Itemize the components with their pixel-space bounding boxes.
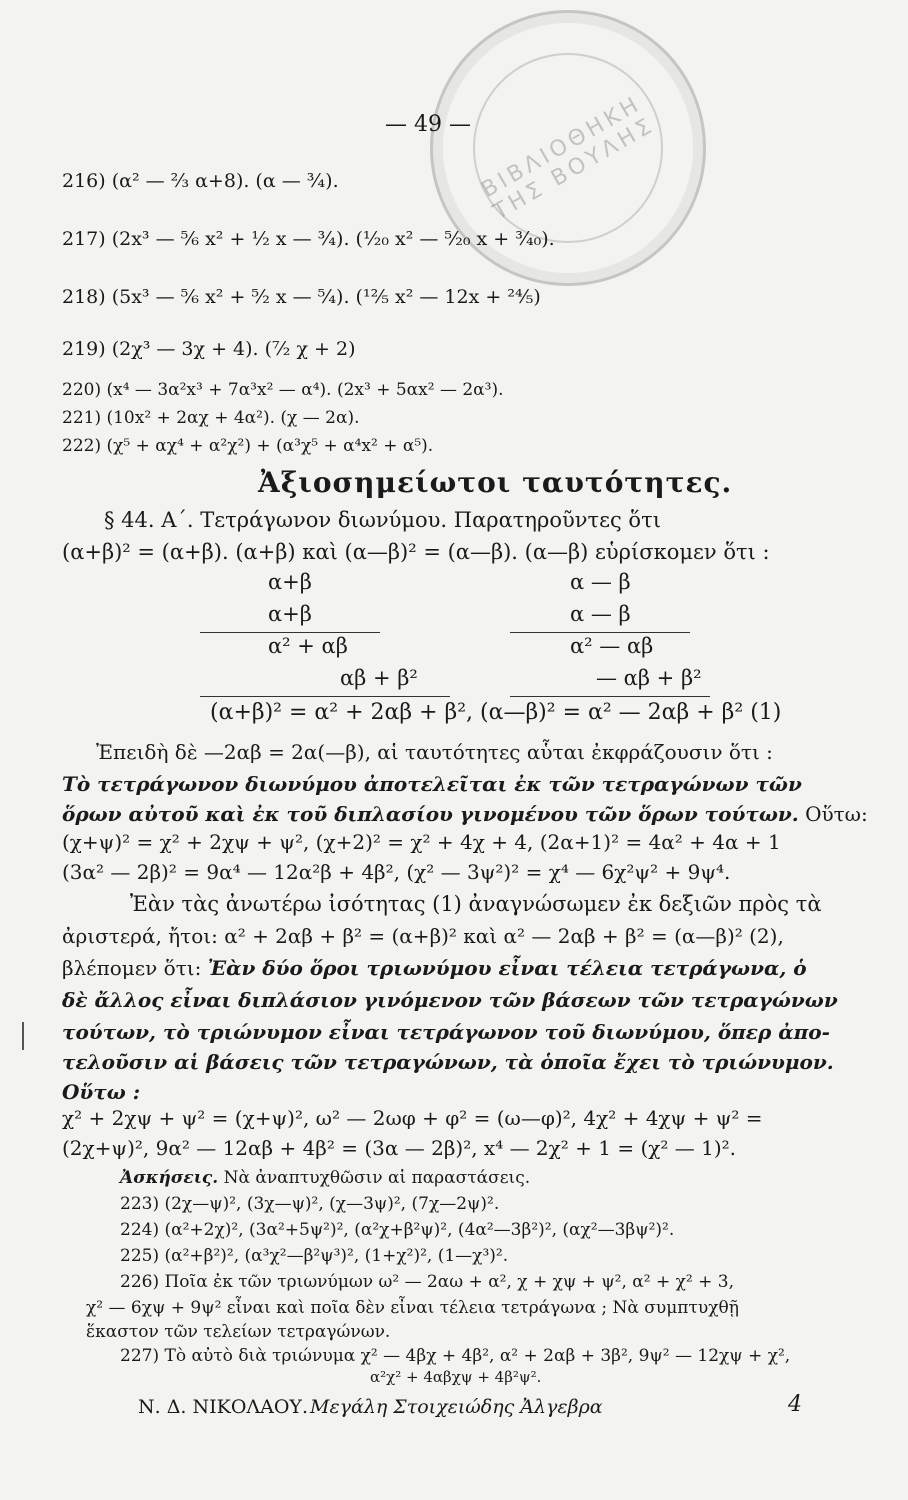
examples-1-line-1: (χ+ψ)² = χ² + 2χψ + ψ², (χ+2)² = χ² + 4χ + 4, (2α+1)² = 4α² + 4α + 1 bbox=[62, 830, 781, 854]
paragraph-2-line-3 bbox=[62, 956, 807, 980]
right-calc-line-3: α² — αβ bbox=[570, 634, 654, 658]
section-heading: Ἀξιοσημείωτοι ταυτότητες. bbox=[258, 466, 733, 499]
rule-2-text-1: Ἐὰν δύο ὅροι τριωνύμου εἶναι τέλεια τετράγωνα, ὁ bbox=[207, 956, 807, 980]
right-calc-rule-1 bbox=[510, 632, 690, 633]
left-calc-line-1: α+β bbox=[268, 570, 312, 594]
exercise-226-line-1: 226) Ποῖα ἐκ τῶν τριωνύμων ω² — 2αω + α², χ + χψ + ψ², α² + χ² + 3, bbox=[120, 1272, 735, 1292]
exercise-224: 224) (α²+2χ)², (3α²+5ψ²)², (α²χ+β²ψ)², (4α²—3β²)², (αχ²—3βψ²)². bbox=[120, 1220, 675, 1240]
left-calc-line-3: α² + αβ bbox=[268, 634, 348, 658]
exercises-header bbox=[120, 1168, 530, 1188]
outo-label-1: Οὕτω: bbox=[805, 802, 868, 826]
exercise-220: 220) (x⁴ — 3α²x³ + 7α³x² — α⁴). (2x³ + 5αx² — 2α³). bbox=[62, 380, 504, 400]
rule-text-2: ὅρων αὐτοῦ καὶ ἐκ τοῦ διπλασίου γινομένου τῶν ὅρων τούτων. bbox=[62, 802, 799, 826]
right-calc-line-4: — αβ + β² bbox=[596, 666, 702, 690]
rule-text-1: Τὸ τετράγωνον διωνύμου ἀποτελεῖται ἐκ τῶν τετραγώνων τῶν bbox=[62, 772, 802, 796]
left-calc-rule-1 bbox=[200, 632, 380, 633]
examples-2-line-2: (2χ+ψ)², 9α² — 12αβ + 4β² = (3α — 2β)², x⁴ — 2χ² + 1 = (χ² — 1)². bbox=[62, 1136, 737, 1160]
outo-label-2: Οὕτω : bbox=[62, 1080, 141, 1104]
section-line-1: § 44. Α΄. Τετράγωνον διωνύμου. Παρατηροῦντες ὅτι bbox=[104, 508, 661, 532]
footer-sheet-number: 4 bbox=[788, 1392, 802, 1417]
paragraph-2-line-1: Ἐὰν τὰς ἀνωτέρω ἰσότητας (1) ἀναγνώσωμεν ἐκ δεξιῶν πρὸς τὰ bbox=[130, 892, 822, 916]
footer-book-title: Μεγάλη Στοιχειώδης Ἀλγεβρα bbox=[310, 1396, 603, 1418]
exercise-216: 216) (α² — ²⁄₃ α+8). (α — ³⁄₄). bbox=[62, 170, 339, 192]
right-calc-line-1: α — β bbox=[570, 570, 631, 594]
right-calc-line-2: α — β bbox=[570, 602, 631, 626]
exercise-222: 222) (χ⁵ + αχ⁴ + α²χ²) + (α³χ⁵ + α⁴x² + α⁵). bbox=[62, 436, 434, 456]
exercise-218: 218) (5x³ — ⁵⁄₆ x² + ⁵⁄₂ x — ⁵⁄₄). (¹²⁄₅ x² — 12x + ²⁴⁄₅) bbox=[62, 286, 541, 308]
left-calc-line-2: α+β bbox=[268, 602, 312, 626]
exercise-226-line-2: χ² — 6χψ + 9ψ² εἶναι καὶ ποῖα δὲν εἶναι τέλεια τετράγωνα ; Νὰ συμπτυχθῇ bbox=[86, 1298, 739, 1318]
page-number: — 49 — bbox=[385, 112, 471, 137]
identity-result: (α+β)² = α² + 2αβ + β², (α—β)² = α² — 2αβ + β² (1) bbox=[210, 700, 782, 725]
exercise-227-line-1: 227) Τὸ αὐτὸ διὰ τριώνυμα χ² — 4βχ + 4β², α² + 2αβ + 3β², 9ψ² — 12χψ + χ², bbox=[120, 1346, 791, 1366]
exercise-225: 225) (α²+β²)², (α³χ²—β²ψ³)², (1+χ²)², (1—χ³)². bbox=[120, 1246, 509, 1266]
paragraph-2-lead: βλέπομεν ὅτι: bbox=[62, 956, 202, 980]
left-calc-rule-2 bbox=[200, 696, 450, 697]
exercises-intro: Νὰ ἀναπτυχθῶσιν αἱ παραστάσεις. bbox=[223, 1168, 531, 1188]
examples-1-line-2: (3α² — 2β)² = 9α⁴ — 12α²β + 4β², (χ² — 3ψ²)² = χ⁴ — 6χ²ψ² + 9ψ⁴. bbox=[62, 860, 731, 884]
rule-2-text-2: δὲ ἄλλος εἶναι διπλάσιον γινόμενον τῶν βάσεων τῶν τετραγώνων bbox=[62, 988, 838, 1012]
rule-text-2-wrap bbox=[62, 802, 868, 826]
exercise-217: 217) (2x³ — ⁵⁄₆ x² + ¹⁄₂ x — ³⁄₄). (¹⁄₂₀ x² — ⁵⁄₂₀ x + ³⁄₄₀). bbox=[62, 228, 555, 250]
examples-2-line-1: χ² + 2χψ + ψ² = (χ+ψ)², ω² — 2ωφ + φ² = (ω—φ)², 4χ² + 4χψ + ψ² = bbox=[62, 1106, 763, 1130]
exercise-226-line-3: ἕκαστον τῶν τελείων τετραγώνων. bbox=[86, 1322, 391, 1342]
exercises-label: Ἀσκήσεις. bbox=[120, 1168, 219, 1188]
paragraph-2-line-2: ἀριστερά, ἤτοι: α² + 2αβ + β² = (α+β)² καὶ α² — 2αβ + β² = (α—β)² (2), bbox=[62, 924, 784, 948]
exercise-227-line-2: α²χ² + 4αβχψ + 4β²ψ². bbox=[370, 1368, 542, 1386]
rule-2-text-3: τούτων, τὸ τριώνυμον εἶναι τετράγωνον τοῦ διωνύμου, ὅπερ ἀπο- bbox=[62, 1020, 830, 1044]
left-calc-line-4: αβ + β² bbox=[340, 666, 418, 690]
stamp-text: ΒΙΒΛΙΟΘΗΚΗ ΤΗΣ ΒΟΥΛΗΣ bbox=[477, 91, 660, 226]
right-calc-rule-2 bbox=[510, 696, 710, 697]
rule-2-text-4: τελοῦσιν αἱ βάσεις τῶν τετραγώνων, τὰ ὁποῖα ἔχει τὸ τριώνυμον. bbox=[62, 1050, 834, 1074]
section-line-2: (α+β)² = (α+β). (α+β) καὶ (α—β)² = (α—β). (α—β) εὑρίσκομεν ὅτι : bbox=[62, 540, 770, 564]
exercise-223: 223) (2χ—ψ)², (3χ—ψ)², (χ—3ψ)², (7χ—2ψ)². bbox=[120, 1194, 500, 1214]
margin-mark bbox=[22, 1022, 24, 1050]
footer-author: Ν. Δ. ΝΙΚΟΛΑΟΥ. bbox=[138, 1396, 309, 1418]
paragraph-1-line-1: Ἐπειδὴ δὲ —2αβ = 2α(—β), αἱ ταυτότητες αὗται ἐκφράζουσιν ὅτι : bbox=[96, 740, 773, 764]
exercise-219: 219) (2χ³ — 3χ + 4). (⁷⁄₂ χ + 2) bbox=[62, 338, 356, 360]
exercise-221: 221) (10x² + 2αχ + 4α²). (χ — 2α). bbox=[62, 408, 360, 428]
